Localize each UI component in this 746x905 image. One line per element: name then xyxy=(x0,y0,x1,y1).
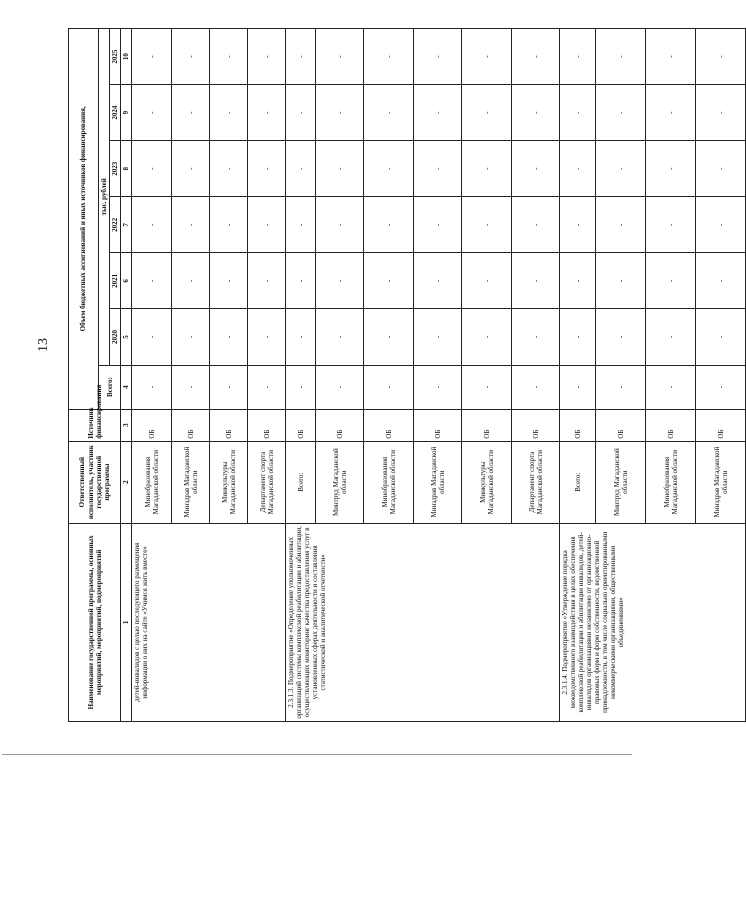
value-cell: - xyxy=(696,365,746,409)
value-cell: - xyxy=(172,253,210,309)
value-cell: - xyxy=(560,141,596,197)
source-cell: ОБ xyxy=(414,409,462,441)
table-row xyxy=(560,29,596,722)
executor-cell: Минобразования Магаданской области xyxy=(364,441,414,523)
value-cell: - xyxy=(596,29,646,85)
value-cell: - xyxy=(172,197,210,253)
source-cell: ОБ xyxy=(132,409,172,441)
header-volume-title: Объем бюджетных ассигнований и иных источников финансирования, xyxy=(79,106,88,332)
source-cell: ОБ xyxy=(596,409,646,441)
footer-rule xyxy=(2,754,632,755)
value-cell: - xyxy=(248,141,286,197)
value-cell: - xyxy=(414,85,462,141)
value-cell: - xyxy=(560,309,596,365)
executor-cell: Минздрав Магаданской области xyxy=(172,441,210,523)
header-column-number: 3 xyxy=(121,409,132,441)
value-cell: - xyxy=(512,365,560,409)
value-cell: - xyxy=(414,253,462,309)
header-year: 2022 xyxy=(110,197,121,253)
value-cell: - xyxy=(364,309,414,365)
value-cell: - xyxy=(316,141,364,197)
value-cell: - xyxy=(132,197,172,253)
value-cell: - xyxy=(286,29,316,85)
header-column-number: 1 xyxy=(121,523,132,721)
value-cell: - xyxy=(132,29,172,85)
value-cell: - xyxy=(560,365,596,409)
value-cell: - xyxy=(286,85,316,141)
value-cell: - xyxy=(364,365,414,409)
source-cell: ОБ xyxy=(462,409,512,441)
value-cell: - xyxy=(316,365,364,409)
executor-cell: Минкультуры Магаданской области xyxy=(462,441,512,523)
value-cell: - xyxy=(646,365,696,409)
value-cell: - xyxy=(462,309,512,365)
value-cell: - xyxy=(646,253,696,309)
value-cell: - xyxy=(172,85,210,141)
value-cell: - xyxy=(512,253,560,309)
value-cell: - xyxy=(286,253,316,309)
value-cell: - xyxy=(210,29,248,85)
value-cell: - xyxy=(210,197,248,253)
header-year: 2020 xyxy=(110,309,121,365)
source-cell: ОБ xyxy=(364,409,414,441)
value-cell: - xyxy=(286,309,316,365)
value-cell: - xyxy=(696,85,746,141)
header-year: 2024 xyxy=(110,85,121,141)
value-cell: - xyxy=(286,197,316,253)
value-cell: - xyxy=(132,365,172,409)
header-column-number: 8 xyxy=(121,141,132,197)
header-units: тыс. рублей xyxy=(99,29,110,366)
page-number: 13 xyxy=(36,338,51,352)
table-row xyxy=(286,29,316,722)
value-cell: - xyxy=(286,141,316,197)
program-item-name: детей-инвалидов с целью последующего размещения информации о них на сайте «Учимся жить вместе» xyxy=(132,523,286,721)
executor-cell: Минобразования Магаданской области xyxy=(132,441,172,523)
value-cell: - xyxy=(210,365,248,409)
executor-cell: Всего: xyxy=(560,441,596,523)
value-cell: - xyxy=(512,29,560,85)
header-executor: Ответственный исполнитель, участник государственной программы xyxy=(69,441,121,523)
executor-cell: Минкультуры Магаданской области xyxy=(210,441,248,523)
value-cell: - xyxy=(248,197,286,253)
value-cell: - xyxy=(316,85,364,141)
value-cell: - xyxy=(696,141,746,197)
value-cell: - xyxy=(132,253,172,309)
executor-cell: Минтруд Магаданской области xyxy=(596,441,646,523)
value-cell: - xyxy=(248,85,286,141)
value-cell: - xyxy=(364,29,414,85)
value-cell: - xyxy=(596,85,646,141)
value-cell: - xyxy=(316,29,364,85)
executor-cell: Департамент спорта Магаданской области xyxy=(512,441,560,523)
program-item-name: 2.3.1.3. Подмероприятие «Определение уполномоченных организаций системы комплексной реабилитации и абилитации, осуществляющих мониторинг качества предоставления услуг в установленных сферах деятельности и составления статистической и аналитической отчетности» xyxy=(286,523,560,721)
executor-cell: Минздрав Магаданской области xyxy=(696,441,746,523)
source-cell: ОБ xyxy=(248,409,286,441)
value-cell: - xyxy=(414,309,462,365)
value-cell: - xyxy=(364,141,414,197)
value-cell: - xyxy=(596,309,646,365)
header-column-number: 4 xyxy=(121,365,132,409)
value-cell: - xyxy=(596,197,646,253)
value-cell: - xyxy=(132,141,172,197)
value-cell: - xyxy=(316,197,364,253)
header-column-number: 7 xyxy=(121,197,132,253)
value-cell: - xyxy=(414,197,462,253)
value-cell: - xyxy=(696,309,746,365)
value-cell: - xyxy=(210,253,248,309)
source-cell: ОБ xyxy=(210,409,248,441)
value-cell: - xyxy=(364,197,414,253)
header-year: 2023 xyxy=(110,141,121,197)
value-cell: - xyxy=(248,365,286,409)
value-cell: - xyxy=(560,197,596,253)
program-item-name: 2.3.1.4. Подмероприятие «Утверждение порядка межведомственного взаимодействия в целях обеспечения комплексной реабилитации и абилитации инвалидов, детей-инвалидов организациями независимо от организационно-правовых форм и форм собственности, ведомственной принадлежности, в том числе социально ориентированными некоммерческими организациями, общественными объединениями» xyxy=(560,523,746,721)
header-column-number: 2 xyxy=(121,441,132,523)
value-cell: - xyxy=(512,309,560,365)
source-cell: ОБ xyxy=(286,409,316,441)
value-cell: - xyxy=(414,365,462,409)
header-program-name: Наименование государственной программы, основных мероприятий, мероприятий, подмероприятий xyxy=(69,523,121,721)
value-cell: - xyxy=(210,309,248,365)
value-cell: - xyxy=(462,85,512,141)
value-cell: - xyxy=(462,365,512,409)
value-cell: - xyxy=(646,309,696,365)
value-cell: - xyxy=(364,85,414,141)
header-column-number: 6 xyxy=(121,253,132,309)
value-cell: - xyxy=(364,253,414,309)
source-cell: ОБ xyxy=(646,409,696,441)
header-column-number: 5 xyxy=(121,309,132,365)
table-row xyxy=(132,29,172,722)
value-cell: - xyxy=(462,197,512,253)
program-financing-table xyxy=(68,28,746,722)
table-body xyxy=(132,29,746,722)
executor-cell: Минтруд Магаданской области xyxy=(316,441,364,523)
value-cell: - xyxy=(512,141,560,197)
executor-cell: Всего: xyxy=(286,441,316,523)
value-cell: - xyxy=(560,85,596,141)
value-cell: - xyxy=(596,365,646,409)
executor-cell: Департамент спорта Магаданской области xyxy=(248,441,286,523)
value-cell: - xyxy=(462,141,512,197)
value-cell: - xyxy=(132,85,172,141)
value-cell: - xyxy=(414,29,462,85)
value-cell: - xyxy=(248,29,286,85)
value-cell: - xyxy=(462,253,512,309)
value-cell: - xyxy=(596,253,646,309)
value-cell: - xyxy=(172,29,210,85)
value-cell: - xyxy=(512,85,560,141)
header-source: Источник финансирования xyxy=(69,409,121,441)
value-cell: - xyxy=(646,29,696,85)
header-column-number: 10 xyxy=(121,29,132,85)
header-year: 2021 xyxy=(110,253,121,309)
value-cell: - xyxy=(696,197,746,253)
source-cell: ОБ xyxy=(560,409,596,441)
value-cell: - xyxy=(560,29,596,85)
value-cell: - xyxy=(414,141,462,197)
value-cell: - xyxy=(560,253,596,309)
header-numbers-row xyxy=(121,29,132,722)
value-cell: - xyxy=(248,253,286,309)
header-volume xyxy=(69,29,99,410)
value-cell: - xyxy=(286,365,316,409)
executor-cell: Минздрав Магаданской области xyxy=(414,441,462,523)
value-cell: - xyxy=(646,85,696,141)
value-cell: - xyxy=(462,29,512,85)
value-cell: - xyxy=(172,365,210,409)
value-cell: - xyxy=(316,309,364,365)
value-cell: - xyxy=(696,253,746,309)
source-cell: ОБ xyxy=(696,409,746,441)
value-cell: - xyxy=(646,197,696,253)
value-cell: - xyxy=(512,197,560,253)
value-cell: - xyxy=(248,309,286,365)
value-cell: - xyxy=(316,253,364,309)
value-cell: - xyxy=(210,141,248,197)
value-cell: - xyxy=(210,85,248,141)
value-cell: - xyxy=(172,141,210,197)
header-year: 2025 xyxy=(110,29,121,85)
value-cell: - xyxy=(132,309,172,365)
executor-cell: Минобразования Магаданской области xyxy=(646,441,696,523)
source-cell: ОБ xyxy=(512,409,560,441)
header-column-number: 9 xyxy=(121,85,132,141)
value-cell: - xyxy=(696,29,746,85)
value-cell: - xyxy=(646,141,696,197)
value-cell: - xyxy=(172,309,210,365)
source-cell: ОБ xyxy=(316,409,364,441)
value-cell: - xyxy=(596,141,646,197)
source-cell: ОБ xyxy=(172,409,210,441)
table-header xyxy=(69,29,132,722)
header-total: Всего: xyxy=(99,365,121,409)
